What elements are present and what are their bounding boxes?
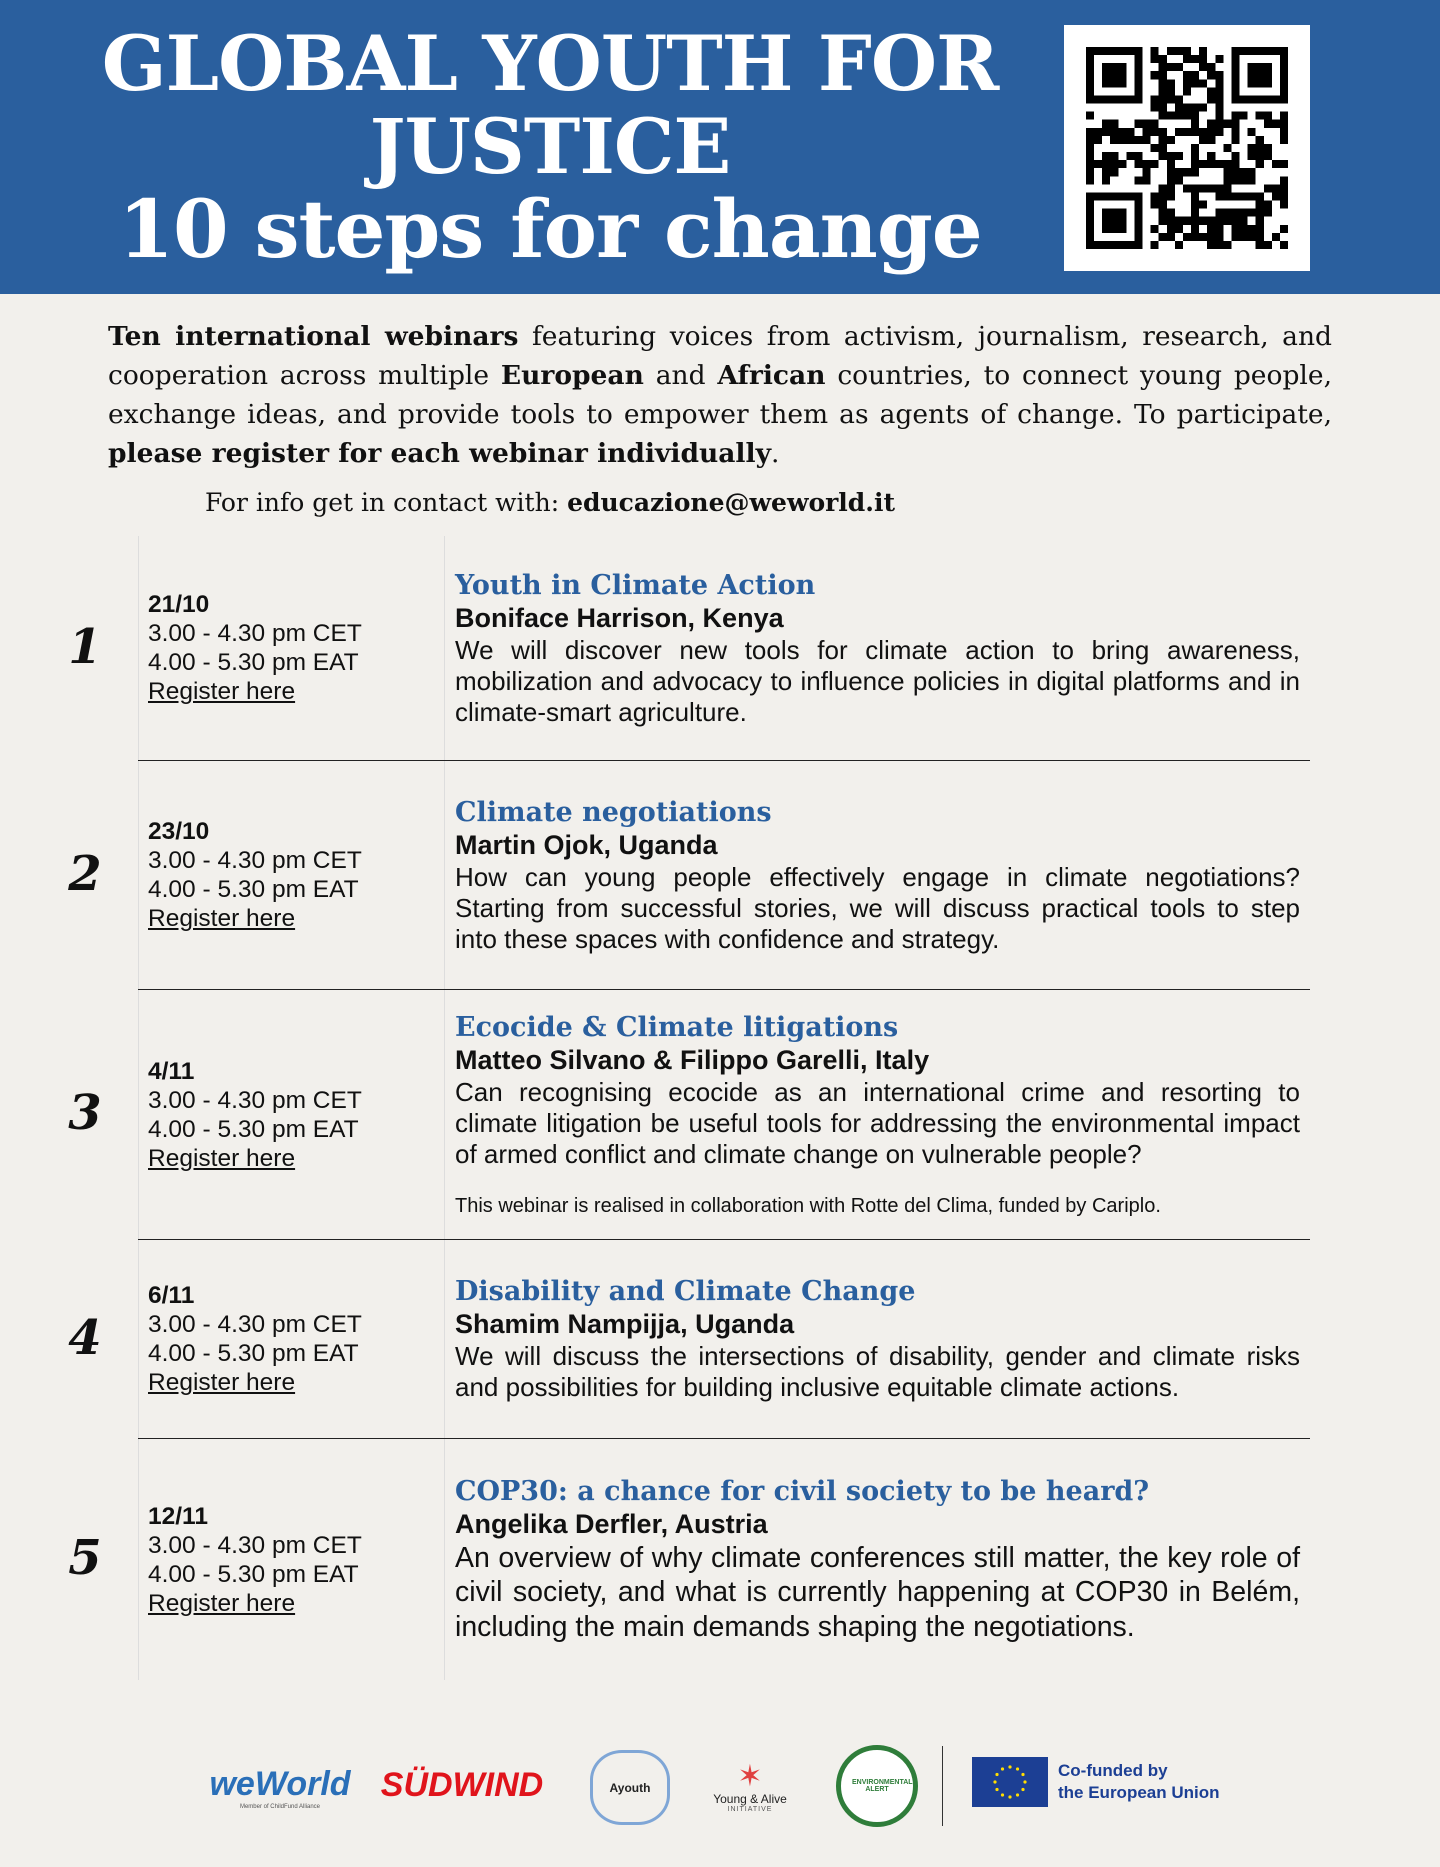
webinar-title: Ecocide & Climate litigations: [455, 1012, 899, 1043]
weworld-logo: weWorld Member of ChildFund Alliance: [209, 1764, 351, 1810]
webinar-speaker: Shamim Nampijja, Uganda: [455, 1309, 795, 1339]
webinar-schedule-cell: [138, 536, 445, 760]
webinar-speaker: Boniface Harrison, Kenya: [455, 602, 784, 633]
webinar-number: 1: [68, 618, 102, 675]
webinar-time-cet: 3.00 - 4.30 pm CET: [148, 1086, 362, 1114]
webinar-row: [68, 536, 1310, 761]
webinar-row: [68, 1240, 1310, 1439]
webinar-description: We will discover new tools for climate action to bring awareness, mobilization and advocacy to influence policies in digital platforms and in climate-smart agriculture.: [455, 634, 1300, 727]
webinar-title: Disability and Climate Change: [455, 1276, 916, 1307]
webinar-time-eat: 4.00 - 5.30 pm EAT: [148, 649, 359, 676]
webinar-title: Youth in Climate Action: [455, 569, 816, 601]
webinar-title: COP30: a chance for civil society to be heard?: [455, 1475, 1150, 1507]
webinar-details: [445, 1439, 1310, 1680]
eu-flag-icon: [972, 1757, 1048, 1807]
register-link[interactable]: Register here: [148, 1589, 296, 1617]
webinar-date: 12/11: [148, 1502, 208, 1530]
webinar-date: 6/11: [148, 1282, 195, 1309]
webinar-row: [68, 761, 1310, 990]
contact-line: For info get in contact with: educazione@weworld.it: [204, 488, 896, 517]
contact-email[interactable]: educazione@weworld.it: [567, 488, 896, 517]
webinar-schedule-cell: [138, 1240, 445, 1438]
webinar-schedule-cell: [138, 990, 445, 1239]
eu-cofunded-label: Co-funded by the European Union: [1058, 1761, 1220, 1802]
webinar-date: 21/10: [148, 591, 210, 618]
webinar-details: [445, 761, 1310, 989]
webinar-schedule: [68, 536, 1310, 1680]
register-link[interactable]: Register here: [148, 1144, 296, 1172]
webinar-time-eat: 4.00 - 5.30 pm EAT: [148, 1340, 359, 1367]
title-line-1: GLOBAL YOUTH FOR: [101, 19, 999, 108]
webinar-time-eat: 4.00 - 5.30 pm EAT: [148, 876, 359, 903]
intro-paragraph: Ten international webinars featuring voices from activism, journalism, research, and cooperation across multiple European and African countries, to connect young people, exchange ideas, and provide tools to empower them as agents of change. To participate, please register for each webinar individually.: [108, 321, 1332, 469]
webinar-details: [445, 536, 1310, 760]
webinar-time-eat: 4.00 - 5.30 pm EAT: [148, 1560, 359, 1588]
header-banner: [0, 0, 1440, 294]
qr-code[interactable]: [1064, 25, 1310, 271]
webinar-schedule-cell: [138, 1439, 445, 1680]
webinar-speaker: Matteo Silvano & Filippo Garelli, Italy: [455, 1045, 930, 1075]
webinar-speaker: Martin Ojok, Uganda: [455, 829, 718, 860]
title-line-3: 10 steps for change: [118, 182, 982, 276]
webinar-row: [68, 1439, 1310, 1680]
webinar-number: 4: [68, 1309, 102, 1366]
webinar-time-cet: 3.00 - 4.30 pm CET: [148, 620, 362, 647]
webinar-time-cet: 3.00 - 4.30 pm CET: [148, 1311, 362, 1338]
webinar-description: An overview of why climate conferences still matter, the key role of civil society, and what is currently happening at COP30 in Belém, including the main demands shaping the negotiations.: [455, 1541, 1300, 1643]
webinar-description: How can young people effectively engage in climate negotiations? Starting from successful stories, we will discuss practical tools to step into these spaces with confidence and strategy.: [455, 861, 1300, 954]
register-link[interactable]: Register here: [148, 1369, 296, 1396]
webinar-number: 5: [68, 1529, 102, 1586]
webinar-date: 4/11: [148, 1057, 195, 1085]
webinar-number: 3: [68, 1085, 102, 1141]
webinar-time-cet: 3.00 - 4.30 pm CET: [148, 847, 362, 874]
page-title: [60, 19, 1040, 276]
webinar-details: [445, 1240, 1310, 1438]
webinar-time-cet: 3.00 - 4.30 pm CET: [148, 1531, 362, 1559]
webinar-row: [68, 990, 1310, 1240]
webinar-date: 23/10: [148, 818, 210, 845]
webinar-note: This webinar is realised in collaboration with Rotte del Clima, funded by Cariplo.: [455, 1195, 1161, 1217]
webinar-description: We will discuss the intersections of disability, gender and climate risks and possibilities for building inclusive equitable climate actions.: [455, 1341, 1300, 1402]
webinar-schedule-cell: [138, 761, 445, 989]
register-link[interactable]: Register here: [148, 678, 296, 705]
webinar-speaker: Angelika Derfler, Austria: [455, 1508, 768, 1539]
title-line-2: JUSTICE: [369, 102, 731, 191]
webinar-time-eat: 4.00 - 5.30 pm EAT: [148, 1115, 359, 1143]
webinar-title: Climate negotiations: [455, 796, 772, 828]
webinar-description: Can recognising ecocide as an international crime and resorting to climate litigation be useful tools for addressing the environmental impact of armed conflict and climate change on vulnerable people?: [455, 1077, 1300, 1169]
young-alive-logo: ✶ Young & Alive INITIATIVE: [713, 1759, 787, 1813]
webinar-number: 2: [68, 845, 102, 902]
webinar-details: [445, 990, 1310, 1239]
star-icon: ✶: [737, 1759, 763, 1793]
register-link[interactable]: Register here: [148, 905, 296, 932]
ayouth-logo: Ayouth: [590, 1750, 670, 1825]
sudwind-logo: SÜDWIND: [380, 1765, 544, 1804]
logo-divider: [942, 1746, 943, 1826]
environmental-alert-logo: ENVIRONMENTAL ALERT: [836, 1745, 918, 1827]
